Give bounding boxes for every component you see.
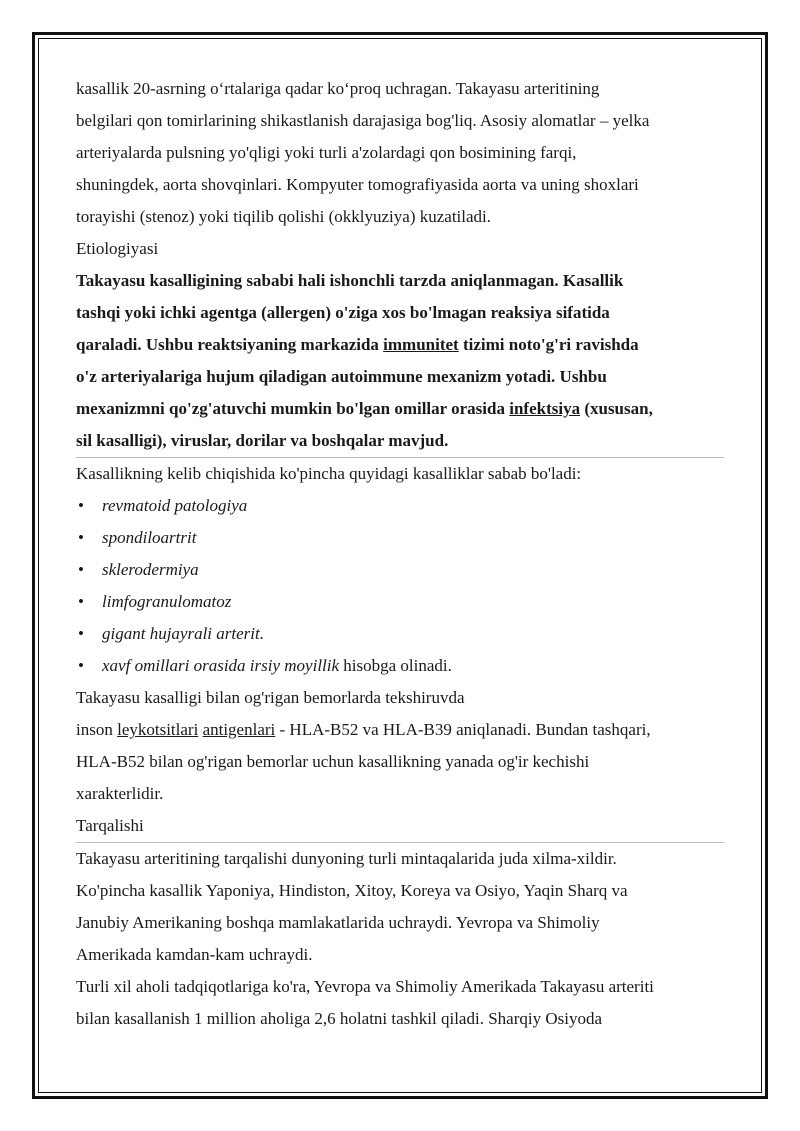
list-item	[76, 554, 724, 586]
text-fragment: qaraladi. Ushbu reaktsiyaning markazida	[76, 335, 384, 354]
etiology-paragraph	[76, 265, 724, 458]
text-fragment: tizimi noto'g'ri ravishda	[458, 335, 639, 354]
text-line: Takayasu arteritining tarqalishi dunyoning turli mintaqalarida juda xilma-xildir.	[76, 849, 617, 868]
document-body	[76, 73, 724, 1035]
list-item-text: revmatoid patologiya	[102, 496, 248, 515]
list-item-suffix: hisobga olinadi.	[339, 656, 452, 675]
text-line: HLA-B52 bilan og'rigan bemorlar uchun kasallikning yanada og'ir kechishi	[76, 752, 590, 771]
text-fragment: (xususan,	[580, 399, 653, 418]
list-item	[76, 522, 724, 554]
immunitet-link[interactable]: immunitet	[383, 335, 459, 354]
text-line: torayishi (stenoz) yoki tiqilib qolishi (okklyuziya) kuzatiladi.	[76, 207, 492, 226]
causes-list	[76, 490, 724, 682]
leykotsitlari-link[interactable]: leykotsitlari	[117, 720, 199, 739]
bullet-icon: •	[78, 560, 84, 579]
text-line	[76, 714, 724, 746]
list-item	[76, 618, 724, 650]
hla-paragraph	[76, 682, 724, 810]
text-line: kasallik 20-asrning o‘rtalariga qadar ko‘proq uchragan. Takayasu arteritining	[76, 79, 600, 98]
text-line: Amerikada kamdan-kam uchraydi.	[76, 945, 313, 964]
bullet-icon: •	[78, 496, 84, 515]
text-line: tashqi yoki ichki agentga (allergen) o'ziga xos bo'lmagan reaksiya sifatida	[76, 303, 610, 322]
etiology-heading: Etiologiyasi	[76, 239, 159, 258]
bullet-icon: •	[78, 624, 84, 643]
text-line: Turli xil aholi tadqiqotlariga ko'ra, Yevropa va Shimoliy Amerikada Takayasu arteriti	[76, 977, 654, 996]
causes-intro: Kasallikning kelib chiqishida ko'pincha quyidagi kasalliklar sabab bo'ladi:	[76, 464, 582, 483]
bullet-icon: •	[78, 592, 84, 611]
list-item	[76, 650, 724, 682]
bullet-icon: •	[78, 528, 84, 547]
text-line: shuningdek, aorta shovqinlari. Kompyuter tomografiyasida aorta va uning shoxlari	[76, 175, 639, 194]
text-line: Ko'pincha kasallik Yaponiya, Hindiston, Xitoy, Koreya va Osiyo, Yaqin Sharq va	[76, 881, 628, 900]
text-line: Janubiy Amerikaning boshqa mamlakatlarida uchraydi. Yevropa va Shimoliy	[76, 913, 600, 932]
text-line: arteriyalarda pulsning yo'qligi yoki turli a'zolardagi qon bosimining farqi,	[76, 143, 577, 162]
text-line: xarakterlidir.	[76, 784, 164, 803]
text-line: Takayasu kasalligining sababi hali ishonchli tarzda aniqlanmagan. Kasallik	[76, 271, 624, 290]
text-line	[76, 329, 724, 361]
text-line: o'z arteriyalariga hujum qiladigan autoimmune mexanizm yotadi. Ushbu	[76, 367, 607, 386]
antigenlari-link[interactable]: antigenlari	[202, 720, 276, 739]
text-fragment: - HLA-B52 va HLA-B39 aniqlanadi. Bundan tashqari,	[275, 720, 651, 739]
list-item-text: gigant hujayrali arterit.	[102, 624, 264, 643]
text-line: Takayasu kasalligi bilan og'rigan bemorlarda tekshiruvda	[76, 688, 465, 707]
text-fragment: inson	[76, 720, 118, 739]
list-item-text: sklerodermiya	[102, 560, 199, 579]
text-line	[76, 393, 724, 425]
bullet-icon: •	[78, 656, 84, 675]
list-item-text: xavf omillari orasida irsiy moyillik	[102, 656, 340, 675]
text-fragment: mexanizmni qo'zg'atuvchi mumkin bo'lgan omillar orasida	[76, 399, 510, 418]
list-item-text: limfogranulomatoz	[102, 592, 232, 611]
text-line: bilan kasallanish 1 million aholiga 2,6 holatni tashkil qiladi. Sharqiy Osiyoda	[76, 1009, 602, 1028]
infektsiya-link[interactable]: infektsiya	[509, 399, 581, 418]
text-line: belgilari qon tomirlarining shikastlanish darajasiga bog'liq. Asosiy alomatlar – yelka	[76, 111, 650, 130]
spread-heading: Tarqalishi	[76, 810, 724, 843]
list-item	[76, 586, 724, 618]
text-line: sil kasalligi), viruslar, dorilar va boshqalar mavjud.	[76, 431, 449, 450]
list-item-text: spondiloartrit	[102, 528, 197, 547]
intro-paragraph	[76, 73, 724, 233]
spread-paragraph	[76, 843, 724, 1035]
list-item	[76, 490, 724, 522]
